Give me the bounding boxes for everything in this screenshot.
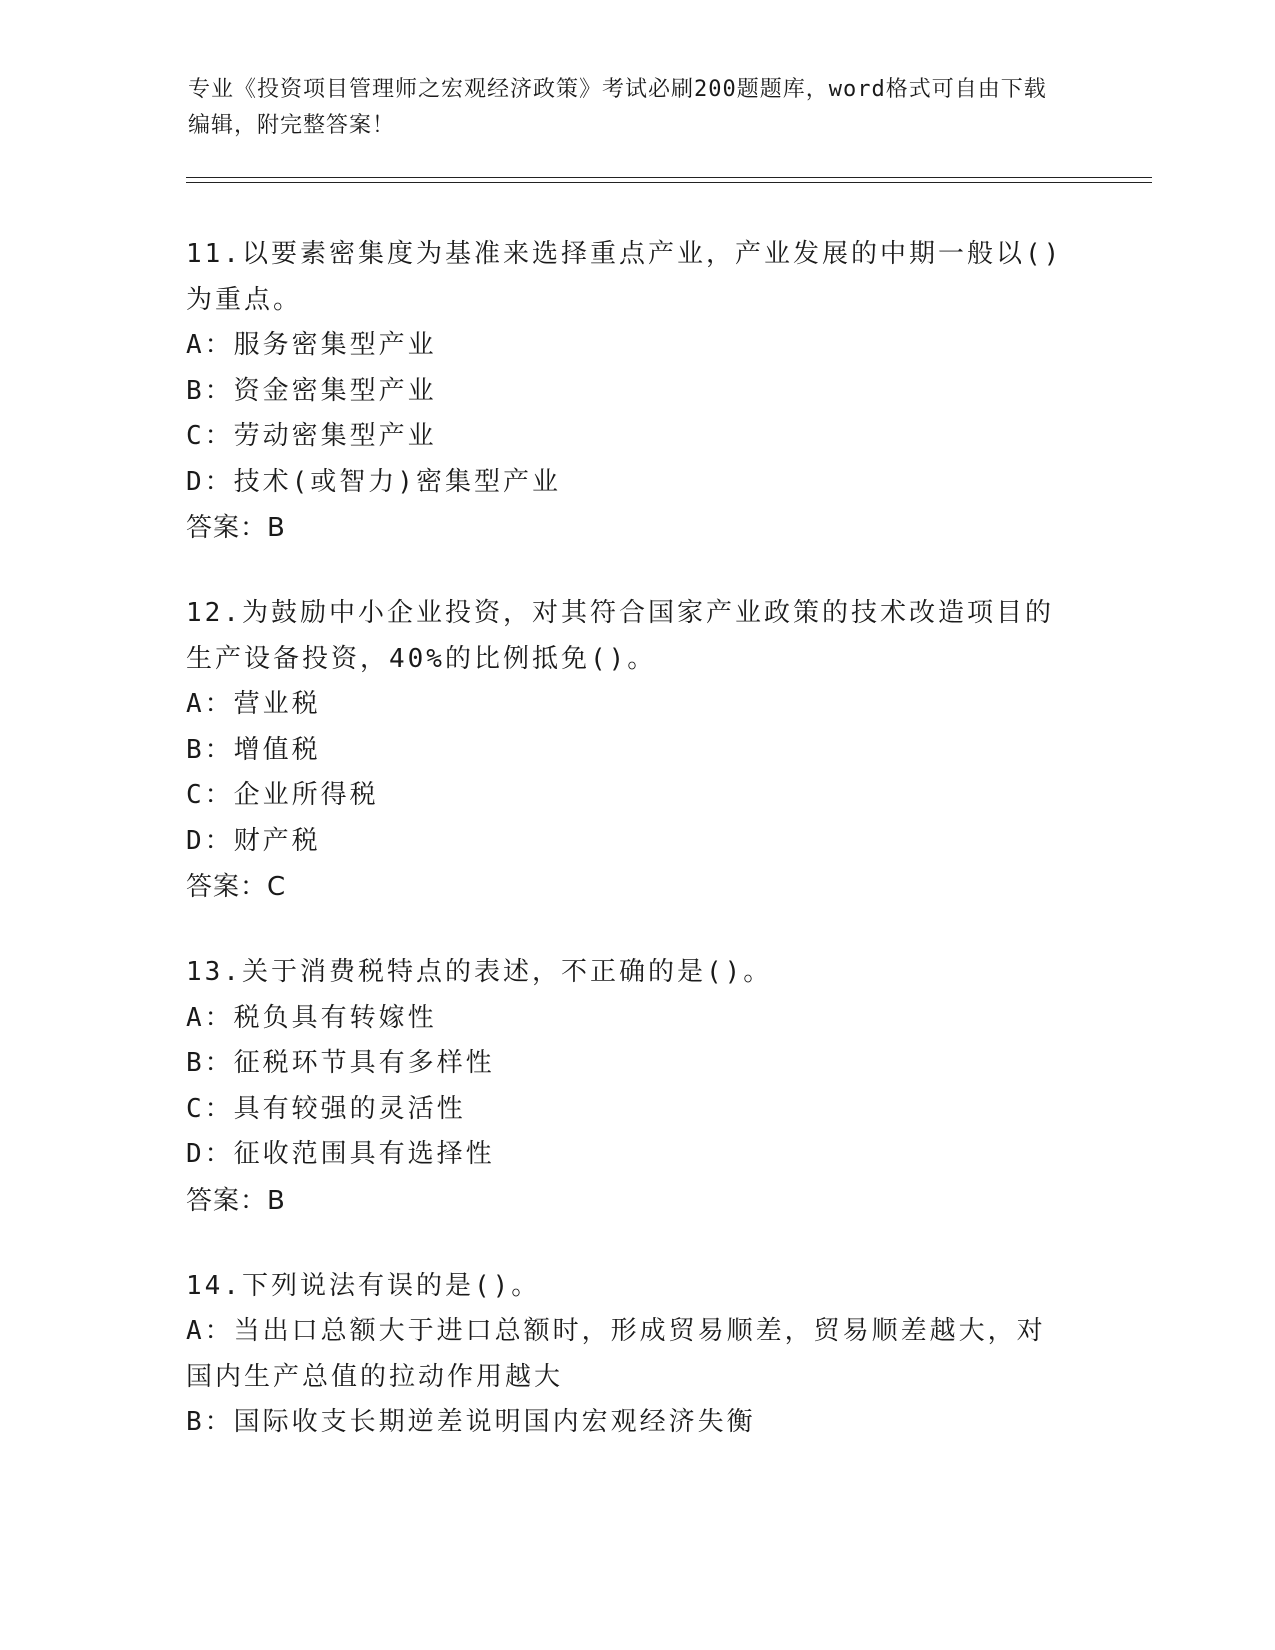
option-b: B：增值税 — [186, 734, 321, 765]
question-stem: 14.下列说法有误的是()。 — [186, 1270, 541, 1301]
header-divider-top — [186, 177, 1152, 178]
document-header — [188, 72, 1068, 144]
header-intro-text: 专业《投资项目管理师之宏观经济政策》考试必刷200题题库，word格式可自由下载编辑，附完整答案！ — [188, 77, 1047, 138]
option-c: C：劳动密集型产业 — [186, 421, 437, 451]
option-c: C：具有较强的灵活性 — [186, 1093, 466, 1124]
option-a: A：服务密集型产业 — [186, 330, 437, 360]
option-b: B：资金密集型产业 — [186, 375, 437, 406]
answer-line: 答案：C — [186, 872, 287, 902]
question-stem: 13.关于消费税特点的表述，不正确的是()。 — [186, 957, 773, 987]
option-c: C：企业所得税 — [186, 780, 379, 810]
option-a: A：当出口总额大于进口总额时，形成贸易顺差，贸易顺差越大，对国内生产总值的拉动作用越大 — [186, 1316, 1046, 1392]
question-stem: 11.以要素密集度为基准来选择重点产业，产业发展的中期一般以()为重点。 — [186, 239, 1063, 315]
header-divider-bottom — [186, 182, 1152, 183]
option-a: A：营业税 — [186, 689, 321, 719]
answer-line: 答案：B — [186, 1185, 286, 1216]
question-14 — [186, 1264, 1066, 1446]
question-stem: 12.为鼓励中小企业投资，对其符合国家产业政策的技术改造项目的生产设备投资，40%的比例抵免()。 — [186, 598, 1054, 674]
question-13 — [186, 950, 1066, 1224]
option-a: A：税负具有转嫁性 — [186, 1002, 437, 1033]
option-b: B：征税环节具有多样性 — [186, 1048, 495, 1078]
option-b: B：国际收支长期逆差说明国内宏观经济失衡 — [186, 1407, 756, 1437]
option-d: D：征收范围具有选择性 — [186, 1139, 495, 1169]
option-d: D：财产税 — [186, 825, 321, 856]
option-d: D：技术(或智力)密集型产业 — [186, 466, 561, 497]
question-list — [186, 232, 1066, 1486]
answer-line: 答案：B — [186, 513, 286, 543]
question-12 — [186, 591, 1066, 910]
question-11 — [186, 232, 1066, 551]
